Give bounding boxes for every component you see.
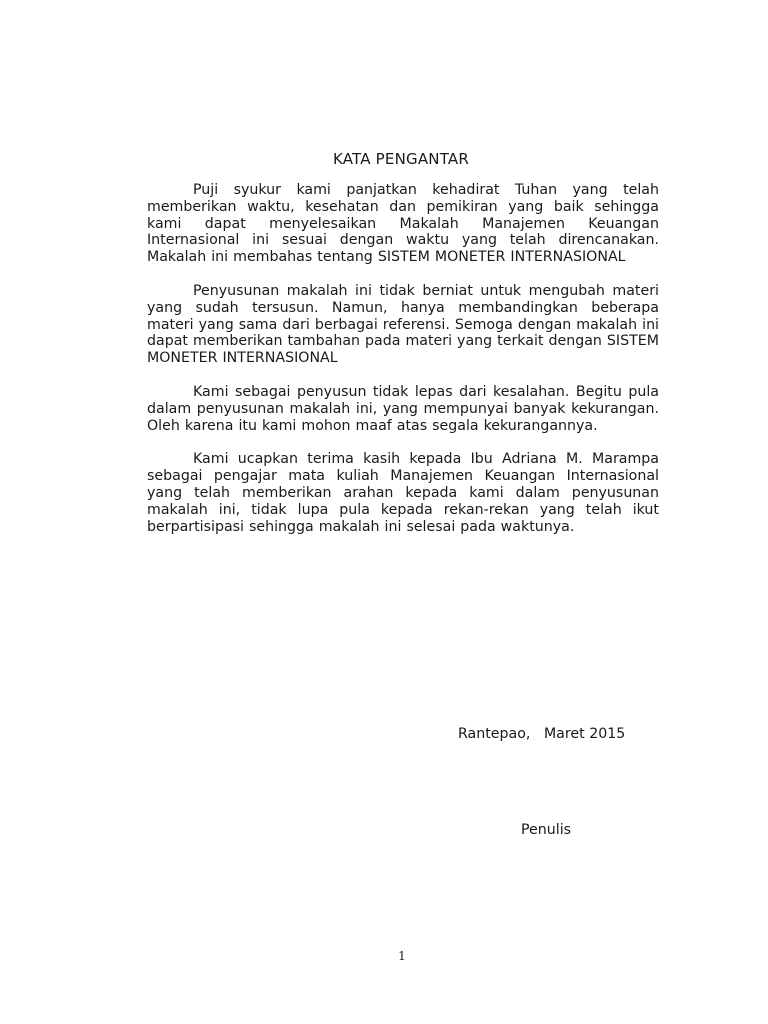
body-text	[147, 182, 659, 552]
place-date: Rantepao, Maret 2015	[458, 726, 626, 742]
paragraph-2: Penyusunan makalah ini tidak berniat untuk mengubah materi yang sudah tersusun. Namun, hanya membandingkan beberapa materi yang sama dari berbagai referensi. Semoga dengan makalah ini dapat memberikan tambahan pada materi yang terkait dengan SISTEM MONETER INTERNASIONAL	[147, 282, 659, 367]
paragraph-3: Kami sebagai penyusun tidak lepas dari kesalahan. Begitu pula dalam penyusunan makalah ini, yang mempunyai banyak kekurangan. Oleh karena itu kami mohon maaf atas segala kekurangannya.	[147, 383, 659, 434]
page-title: KATA PENGANTAR	[332, 150, 470, 168]
page-number: 1	[398, 949, 406, 963]
author-signature: Penulis	[521, 822, 572, 838]
paragraph-1: Puji syukur kami panjatkan kehadirat Tuhan yang telah memberikan waktu, kesehatan dan pemikiran yang baik sehingga kami dapat menyelesaikan Makalah Manajemen Keuangan Internasional ini sesuai dengan waktu yang telah direncanakan. Makalah ini membahas tentang SISTEM MONETER INTERNASIONAL	[147, 182, 659, 266]
paragraph-4: Kami ucapkan terima kasih kepada Ibu Adriana M. Marampa sebagai pengajar mata kuliah Manajemen Keuangan Internasional yang telah memberikan arahan kepada kami dalam penyusunan makalah ini, tidak lupa pula kepada rekan-rekan yang telah ikut berpartisipasi sehingga makalah ini selesai pada waktunya.	[147, 451, 659, 535]
